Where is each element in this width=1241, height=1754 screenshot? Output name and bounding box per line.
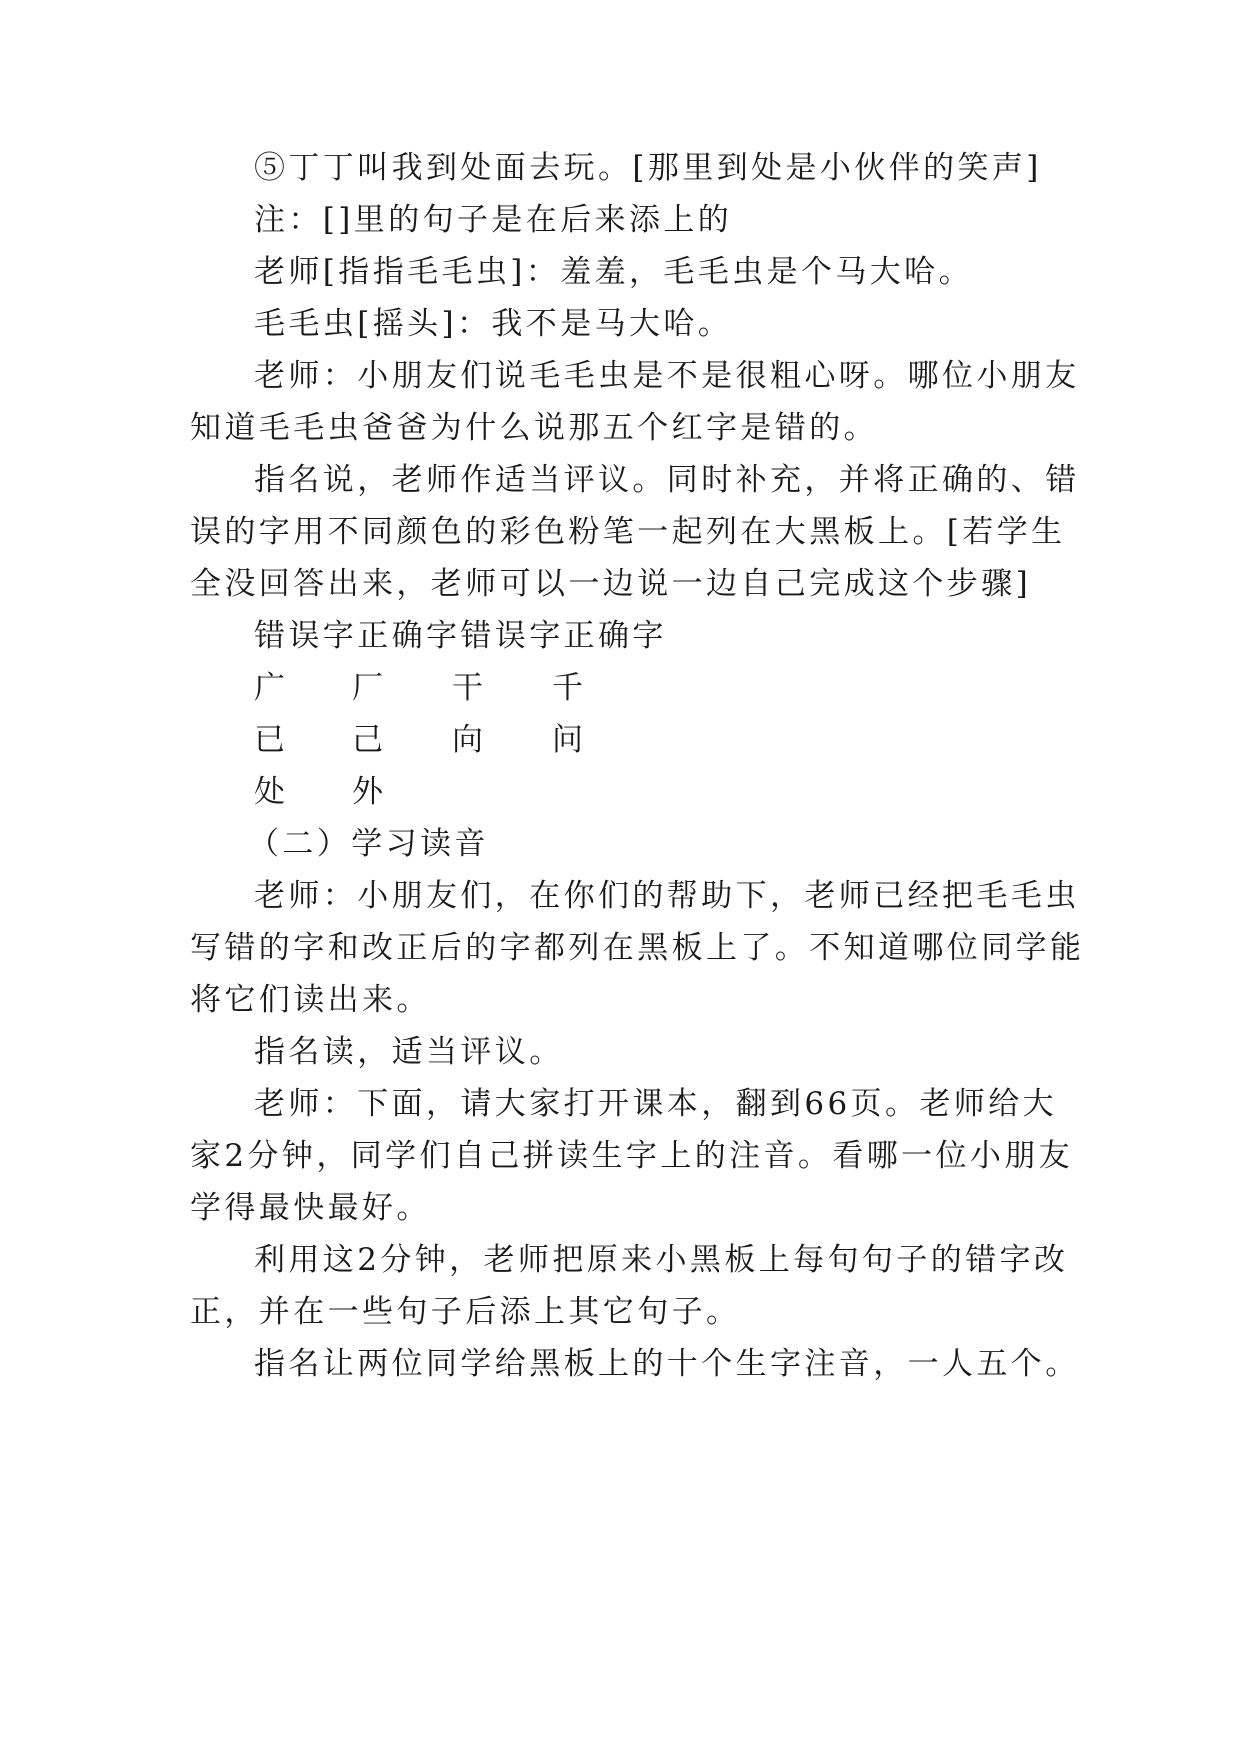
teacher-line-2a: 老师：小朋友们说毛毛虫是不是很粗心呀。哪位小朋友 <box>254 358 1080 394</box>
instruction-line-1b: 误的字用不同颜色的彩色粉笔一起列在大黑板上。[若学生 <box>190 514 1066 550</box>
teacher-line-4c: 学得最快最好。 <box>190 1190 431 1226</box>
teacher-line-4a: 老师：下面，请大家打开课本，翻到66页。老师给大 <box>254 1086 1058 1122</box>
table-cell: 外 <box>352 774 383 810</box>
instruction-line-2: 指名读，适当评议。 <box>254 1034 564 1070</box>
sentence-5: ⑤丁丁叫我到处面去玩。[那里到处是小伙伴的笑声] <box>254 150 1042 186</box>
table-cell: 广 <box>254 670 285 706</box>
table-cell: 处 <box>254 774 285 810</box>
section-heading: （二）学习读音 <box>248 826 489 862</box>
table-cell: 己 <box>352 722 383 758</box>
teacher-line-4b: 家2分钟，同学们自己拼读生字上的注音。看哪一位小朋友 <box>190 1138 1074 1174</box>
instruction-line-3b: 正，并在一些句子后添上其它句子。 <box>190 1294 741 1330</box>
table-cell: 千 <box>552 670 583 706</box>
teacher-line-3a: 老师：小朋友们，在你们的帮助下，老师已经把毛毛虫 <box>254 878 1080 914</box>
table-cell: 向 <box>452 722 483 758</box>
table-cell: 干 <box>452 670 483 706</box>
table-cell: 已 <box>254 722 285 758</box>
table-cell: 厂 <box>352 670 383 706</box>
teacher-line-2b: 知道毛毛虫爸爸为什么说那五个红字是错的。 <box>190 410 878 446</box>
instruction-line-1a: 指名说，老师作适当评议。同时补充，并将正确的、错 <box>254 462 1080 498</box>
note-line: 注：[]里的句子是在后来添上的 <box>254 202 733 238</box>
instruction-line-4: 指名让两位同学给黑板上的十个生字注音，一人五个。 <box>254 1346 1080 1382</box>
instruction-line-1c: 全没回答出来，老师可以一边说一边自己完成这个步骤] <box>190 566 1032 602</box>
table-header: 错误字正确字错误字正确字 <box>254 618 667 654</box>
teacher-line-3b: 写错的字和改正后的字都列在黑板上了。不知道哪位同学能 <box>190 930 1085 966</box>
table-cell: 问 <box>552 722 583 758</box>
caterpillar-line: 毛毛虫[摇头]：我不是马大哈。 <box>254 306 733 342</box>
teacher-line-3c: 将它们读出来。 <box>190 982 431 1018</box>
teacher-line-1: 老师[指指毛毛虫]：羞羞，毛毛虫是个马大哈。 <box>254 254 973 290</box>
instruction-line-3a: 利用这2分钟，老师把原来小黑板上每句句子的错字改 <box>254 1242 1069 1278</box>
